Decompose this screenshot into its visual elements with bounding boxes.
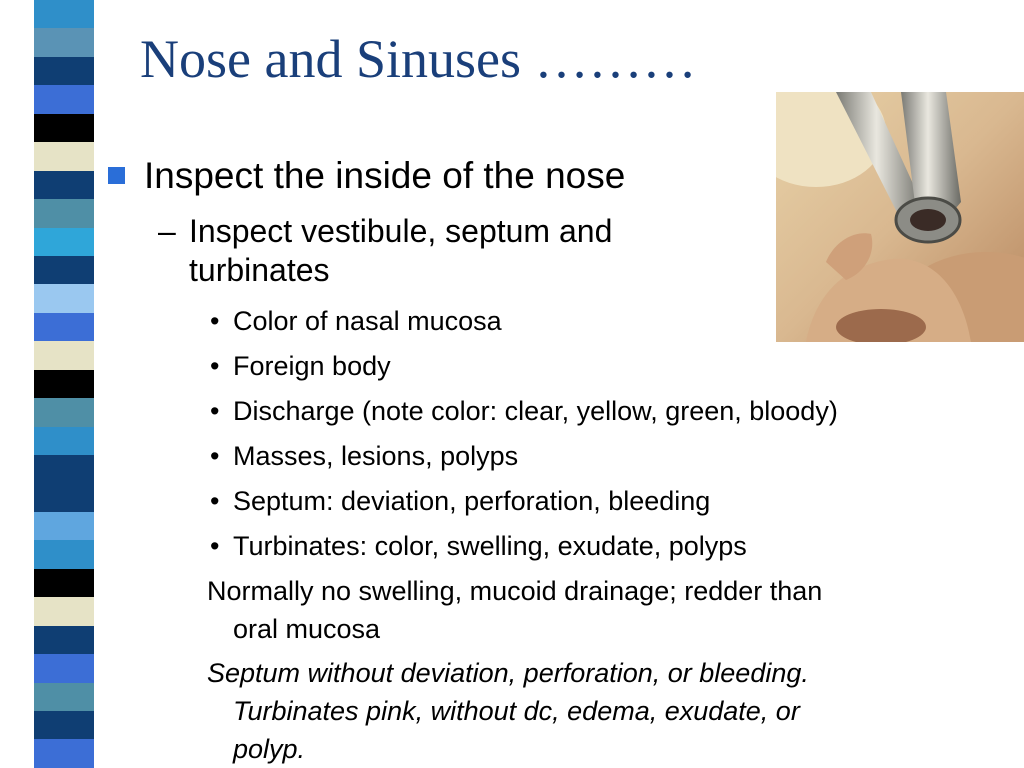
stripe-segment [34,455,94,483]
stripe-segment [34,398,94,426]
square-bullet-icon [108,167,125,184]
stripe-segment [34,427,94,455]
nasal-speculum-photo [776,92,1024,342]
documentation-example-note [207,654,1007,768]
bullet-level3 [210,395,838,427]
dot-glyph: • [210,351,220,381]
level3-text: Color of nasal mucosa [233,306,502,336]
dot-glyph: • [210,531,220,561]
dot-glyph: • [210,486,220,516]
stripe-segment [34,483,94,511]
stripe-segment [34,0,94,28]
slide-title: Nose and Sinuses ……… [140,29,697,89]
stripe-segment [34,626,94,654]
dot-glyph: • [210,306,220,336]
note-line2: oral mucosa [233,614,381,644]
level2-line1: Inspect vestibule, septum and [189,213,613,249]
stripe-segment [34,711,94,739]
stripe-segment [34,199,94,227]
stripe-segment [34,654,94,682]
stripe-segment [34,57,94,85]
note-line3: polyp. [233,734,306,764]
stripe-segment [34,540,94,568]
note-line1: Septum without deviation, perforation, or bleeding. [207,658,809,688]
level3-text: Septum: deviation, perforation, bleeding [233,486,711,516]
stripe-segment [34,256,94,284]
normal-findings-note [207,572,1007,648]
level3-text: Masses, lesions, polyps [233,441,519,471]
stripe-segment [34,171,94,199]
stripe-segment [34,313,94,341]
stripe-segment [34,284,94,312]
level1-text: Inspect the inside of the nose [144,155,626,196]
stripe-segment [34,28,94,56]
bullet-level3 [210,530,747,562]
bullet-level2 [158,212,758,290]
stripe-segment [34,569,94,597]
bullet-level3 [210,350,391,382]
stripe-segment [34,739,94,767]
stripe-segment [34,597,94,625]
dot-glyph: • [210,441,220,471]
stripe-segment [34,114,94,142]
level3-text: Discharge (note color: clear, yellow, green, bloody) [233,396,838,426]
stripe-segment [34,370,94,398]
dash-glyph: – [158,213,176,249]
stripe-segment [34,228,94,256]
stripe-segment [34,341,94,369]
level3-text: Foreign body [233,351,391,381]
stripe-segment [34,85,94,113]
level3-text: Turbinates: color, swelling, exudate, polyps [233,531,747,561]
note-line1: Normally no swelling, mucoid drainage; redder than [207,576,823,606]
stripe-segment [34,683,94,711]
note-line2: Turbinates pink, without dc, edema, exudate, or [233,696,800,726]
bullet-level3 [210,440,518,472]
dot-glyph: • [210,396,220,426]
level2-line2: turbinates [189,252,330,288]
stripe-segment [34,142,94,170]
decorative-color-stripe [34,0,94,768]
bullet-level1 [108,154,625,198]
bullet-level3 [210,485,710,517]
bullet-level3 [210,305,502,337]
stripe-segment [34,512,94,540]
